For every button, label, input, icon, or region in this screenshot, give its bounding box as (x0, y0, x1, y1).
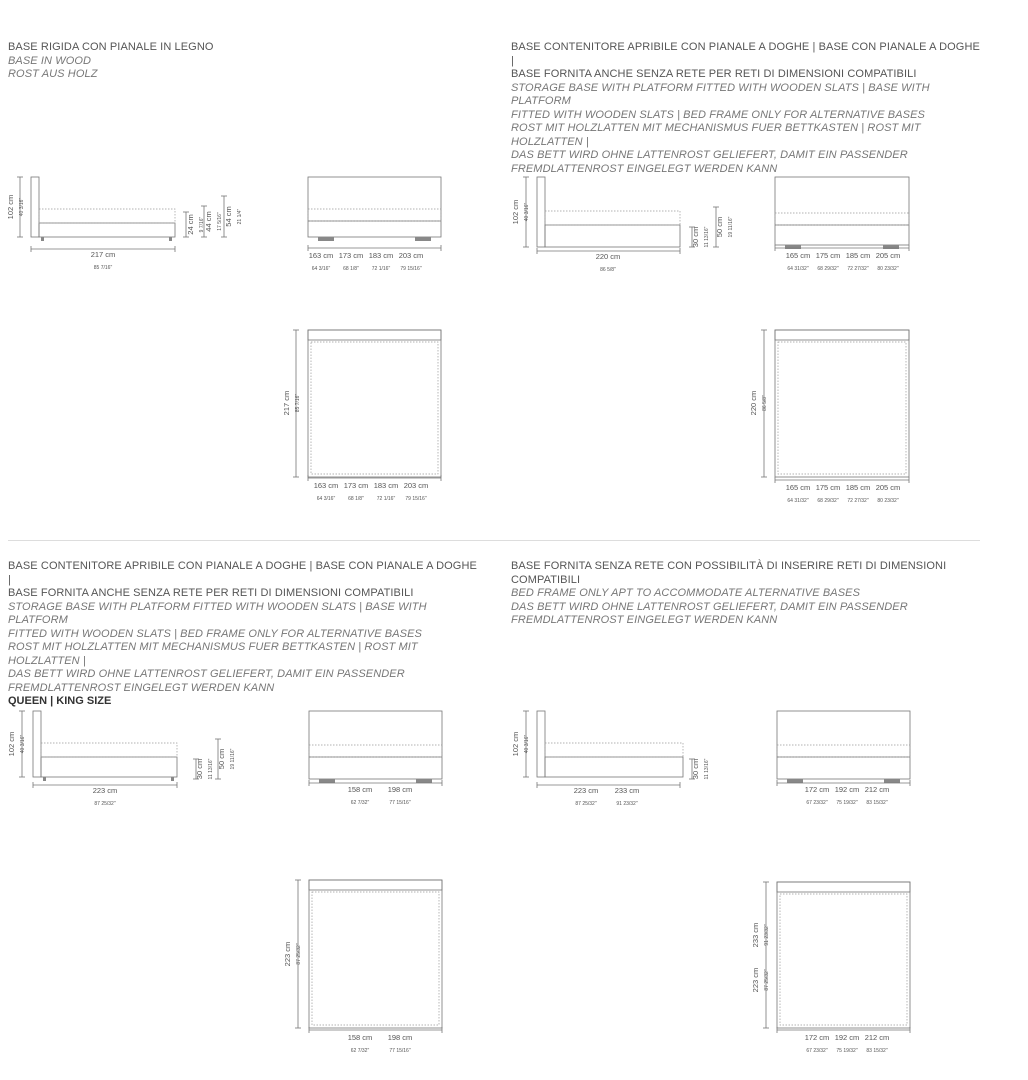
height-1: 30 cm (691, 758, 700, 780)
mattress-front (775, 213, 909, 225)
bed-length-2: 233 cm (614, 786, 640, 795)
bed-length-1-inch: 87 25/32" (575, 801, 597, 807)
headboard-front (775, 177, 909, 245)
height-3: 54 cm (224, 206, 233, 227)
front-width-4: 203 cm (398, 251, 424, 260)
headboard-height-inch: 40 3/16" (524, 734, 530, 754)
front-width-1-inch: 62 7/32" (350, 800, 370, 806)
headboard-top (308, 330, 441, 340)
height-1-inch: 11 13/16" (704, 758, 710, 780)
front-width-2-inch: 75 19/32" (836, 800, 858, 806)
top-length-inch: 86 5/8" (762, 395, 768, 411)
top-width-2-inch: 68 1/8" (348, 496, 364, 502)
front-width-3-inch: 72 1/16" (371, 266, 391, 272)
top-width-2-inch: 77 15/16" (389, 1048, 411, 1054)
top-width-2: 173 cm (343, 481, 369, 490)
top-length-1-inch: 91 23/32" (764, 924, 770, 946)
base-side (39, 223, 175, 237)
section-2-subtitle: STORAGE BASE WITH PLATFORM FITTED WITH WOODEN SLATS | BASE WITH PLATFORM FITTED WITH WOODEN SLATS | BED FRAME ONLY FOR ALTERNATIVE BASES ROST MIT HOLZLATTEN MIT MECHANISMUS FUER BETTKASTEN | ROST MIT HOLZLATTEN | DAS BETT WIRD OHNE LATTENROST GELIEFERT, DAMIT EIN PASSENDER FREMDLATTENROST EINGELEGT WERDEN KANN (511, 81, 930, 175)
height-2-inch: 19 11/16" (230, 748, 236, 770)
top-width-4: 205 cm (875, 483, 901, 492)
top-width-1-inch: 62 7/32" (350, 1048, 370, 1054)
bed-top-view (308, 330, 441, 477)
top-length: 223 cm (283, 941, 292, 967)
height-1-inch: 9 7/16" (199, 216, 205, 233)
bed-top-view (309, 880, 442, 1028)
mattress-front (309, 745, 442, 757)
front-width-1-inch: 64 31/32" (787, 266, 809, 272)
leg (415, 237, 431, 241)
front-width-2-inch: 68 1/8" (343, 266, 359, 272)
front-width-1-inch: 64 3/16" (311, 266, 331, 272)
top-width-2: 192 cm (834, 1033, 860, 1042)
front-width-3: 185 cm (845, 251, 871, 260)
front-width-2: 198 cm (387, 785, 413, 794)
front-width-4-inch: 80 23/32" (877, 266, 899, 272)
front-width-2-inch: 68 29/32" (817, 266, 839, 272)
top-width-4-inch: 79 15/16" (405, 496, 427, 502)
top-width-1: 172 cm (804, 1033, 830, 1042)
top-width-4-inch: 80 23/32" (877, 498, 899, 504)
mattress-top (780, 894, 907, 1025)
section-2-title: BASE CONTENITORE APRIBILE CON PIANALE A DOGHE | BASE CON PIANALE A DOGHE | BASE FORNITA ANCHE SENZA RETE PER RETI DI DIMENSIONI COMPATIBILI (511, 41, 980, 80)
base-side (41, 757, 177, 777)
bed-length-inch: 86 5/8" (600, 267, 616, 273)
height-1: 30 cm (691, 226, 700, 248)
top-length-inch: 87 25/32" (296, 943, 302, 965)
bed-length: 220 cm (595, 252, 621, 261)
mattress-side (545, 743, 683, 757)
headboard-side (537, 177, 545, 247)
leg (318, 237, 334, 241)
top-width-2: 198 cm (387, 1033, 413, 1042)
front-width-1: 158 cm (347, 785, 373, 794)
mattress-top (778, 342, 906, 474)
height-1: 24 cm (186, 214, 195, 235)
top-length: 220 cm (749, 390, 758, 416)
headboard-height: 102 cm (6, 194, 15, 220)
top-length-1: 233 cm (751, 922, 760, 948)
height-1: 30 cm (195, 758, 204, 780)
front-width-1-inch: 67 23/32" (806, 800, 828, 806)
base-side (545, 225, 680, 247)
bed-length-inch: 87 25/32" (94, 801, 116, 807)
top-width-1: 158 cm (347, 1033, 373, 1042)
top-width-1-inch: 64 3/16" (316, 496, 336, 502)
top-width-3-inch: 72 1/16" (376, 496, 396, 502)
mattress-front (777, 745, 910, 757)
height-2: 44 cm (204, 211, 213, 232)
height-1-inch: 11 13/16" (704, 226, 710, 248)
height-1-inch: 11 13/16" (208, 758, 214, 780)
section-1-subtitle: BASE IN WOOD ROST AUS HOLZ (8, 54, 98, 80)
top-width-2-inch: 75 19/32" (836, 1048, 858, 1054)
leg (416, 779, 432, 783)
front-width-4: 205 cm (875, 251, 901, 260)
leg (319, 779, 335, 783)
section-3-title: BASE CONTENITORE APRIBILE CON PIANALE A DOGHE | BASE CON PIANALE A DOGHE | BASE FORNITA ANCHE SENZA RETE PER RETI DI DIMENSIONI COMPATIBILI (8, 560, 477, 599)
front-width-1: 165 cm (785, 251, 811, 260)
section-3-subtitle: STORAGE BASE WITH PLATFORM FITTED WITH WOODEN SLATS | BASE WITH PLATFORM FITTED WITH WOODEN SLATS | BED FRAME ONLY FOR ALTERNATIVE BASES ROST MIT HOLZLATTEN MIT MECHANISMUS FUER BETTKASTEN | ROST MIT HOLZLATTEN | DAS BETT WIRD OHNE LATTENROST GELIEFERT, DAMIT EIN PASSENDER FREMDLATTENROST EINGELEGT WERDEN KANN (8, 600, 427, 694)
bed-length-inch: 85 7/16" (93, 265, 113, 271)
front-width-3-inch: 83 15/32" (866, 800, 888, 806)
top-length-inch: 85 7/16" (295, 393, 301, 413)
top-width-3: 185 cm (845, 483, 871, 492)
top-length-2: 223 cm (751, 967, 760, 993)
headboard-height-inch: 40 3/16" (524, 202, 530, 222)
front-width-2: 192 cm (834, 785, 860, 794)
headboard-height: 102 cm (511, 199, 520, 225)
leg (41, 237, 44, 241)
mattress-front (308, 209, 441, 221)
headboard-side (537, 711, 545, 777)
height-2-inch: 19 11/16" (728, 216, 734, 238)
bed-top-view (775, 330, 909, 477)
bed-top-view (777, 882, 910, 1028)
bed-length-2-inch: 91 23/32" (616, 801, 638, 807)
front-width-2-inch: 77 15/16" (389, 800, 411, 806)
front-width-3: 212 cm (864, 785, 890, 794)
top-width-3-inch: 83 15/32" (866, 1048, 888, 1054)
mattress-side (39, 209, 175, 223)
front-width-2: 175 cm (815, 251, 841, 260)
top-width-2-inch: 68 29/32" (817, 498, 839, 504)
front-width-4-inch: 79 15/16" (400, 266, 422, 272)
headboard-side (31, 177, 39, 237)
section-4-title: BASE FORNITA SENZA RETE CON POSSIBILITÀ DI INSERIRE RETI DI DIMENSIONI COMPATIBILI (511, 560, 947, 586)
leg (884, 779, 900, 783)
height-3-inch: 21 1/4" (237, 208, 243, 225)
headboard-height-inch: 40 3/16" (20, 734, 26, 754)
height-2: 50 cm (715, 216, 724, 238)
section-3-size-note: QUEEN | KING SIZE (8, 695, 112, 707)
height-2: 50 cm (217, 748, 226, 770)
mattress-top (311, 342, 438, 474)
top-width-1-inch: 67 23/32" (806, 1048, 828, 1054)
headboard-height: 102 cm (7, 731, 16, 757)
section-4-subtitle: BED FRAME ONLY APT TO ACCOMMODATE ALTERNATIVE BASES DAS BETT WIRD OHNE LATTENROST GELIEFERT, DAMIT EIN PASSENDER FREMDLATTENROST EINGELEGT WERDEN KANN (511, 587, 908, 626)
top-width-3: 212 cm (864, 1033, 890, 1042)
bed-length-1: 223 cm (573, 786, 599, 795)
top-length: 217 cm (282, 390, 291, 416)
headboard-height: 102 cm (511, 731, 520, 757)
mattress-side (41, 743, 177, 757)
top-width-1: 163 cm (313, 481, 339, 490)
leg (171, 777, 174, 781)
front-width-1: 172 cm (804, 785, 830, 794)
mattress-side (545, 211, 680, 225)
leg (787, 779, 803, 783)
base-side (545, 757, 683, 777)
top-width-3: 183 cm (373, 481, 399, 490)
headboard-top (309, 880, 442, 890)
front-width-1: 163 cm (308, 251, 334, 260)
top-width-1-inch: 64 31/32" (787, 498, 809, 504)
mattress-top (312, 892, 439, 1025)
leg (169, 237, 172, 241)
bed-length: 217 cm (90, 250, 116, 259)
front-width-3: 183 cm (368, 251, 394, 260)
top-width-1: 165 cm (785, 483, 811, 492)
headboard-height-inch: 40 3/16" (19, 197, 25, 217)
bed-length: 223 cm (92, 786, 118, 795)
top-length-2-inch: 87 25/32" (764, 969, 770, 991)
headboard-top (777, 882, 910, 892)
front-width-2: 173 cm (338, 251, 364, 260)
headboard-side (33, 711, 41, 777)
headboard-front (308, 177, 441, 237)
top-width-3-inch: 72 27/32" (847, 498, 869, 504)
headboard-top (775, 330, 909, 340)
section-1-title: BASE RIGIDA CON PIANALE IN LEGNO (8, 41, 214, 53)
top-width-2: 175 cm (815, 483, 841, 492)
height-2-inch: 17 5/16" (217, 212, 223, 231)
leg (43, 777, 46, 781)
top-width-4: 203 cm (403, 481, 429, 490)
front-width-3-inch: 72 27/32" (847, 266, 869, 272)
